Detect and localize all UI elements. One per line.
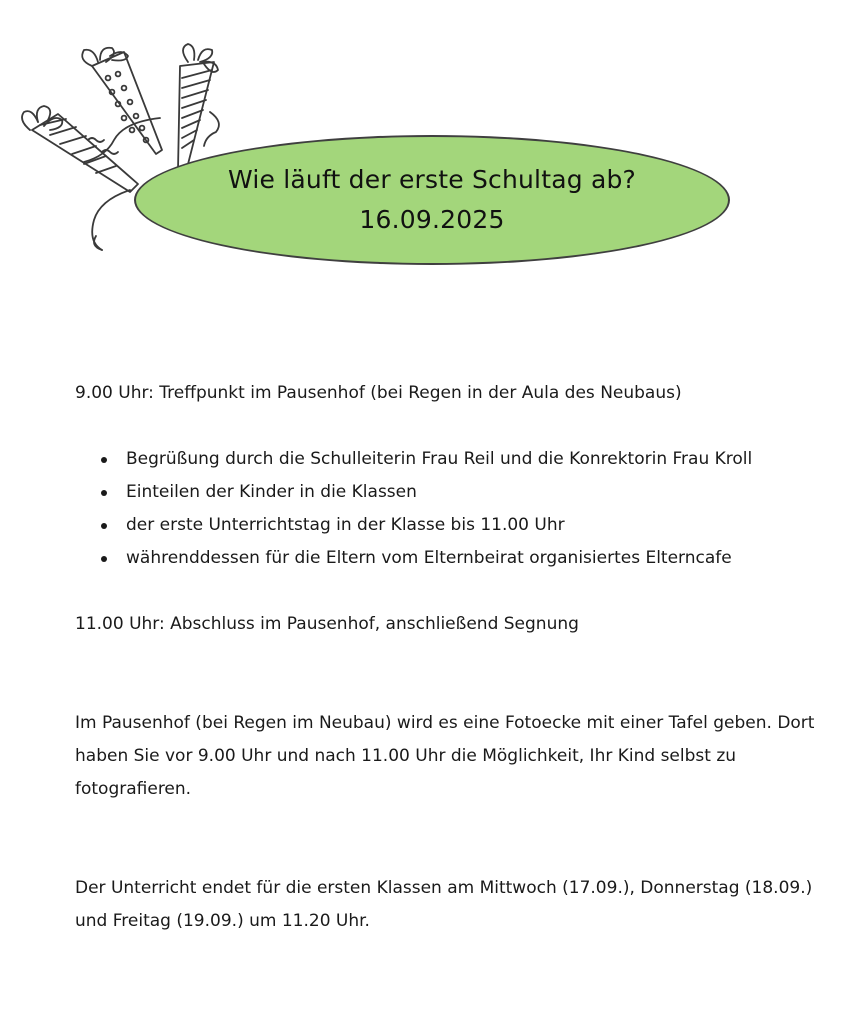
schedule-text: Der Unterricht endet für die ersten Klassen am Mittwoch (17.09.), Donnerstag (18.09.) und Freitag (19.09.) um 11.20 Uhr. — [75, 878, 813, 931]
event-date: 16.09.2025 — [359, 205, 505, 234]
bullet-icon — [101, 523, 107, 529]
program-item-text: Einteilen der Kinder in die Klassen — [126, 482, 417, 502]
list-item — [75, 542, 815, 575]
program-item-text: währenddessen für die Eltern vom Elternbeirat organisiertes Elterncafe — [126, 548, 732, 568]
school-cone-right-icon — [178, 44, 219, 172]
bullet-icon — [101, 457, 107, 463]
page-title: Wie läuft der erste Schultag ab? — [228, 165, 636, 194]
closing-text: 11.00 Uhr: Abschluss im Pausenhof, anschließend Segnung — [75, 614, 579, 634]
program-item-text: Begrüßung durch die Schulleiterin Frau Reil und die Konrektorin Frau Kroll — [126, 449, 753, 469]
meeting-point-text: 9.00 Uhr: Treffpunkt im Pausenhof (bei Regen in der Aula des Neubaus) — [75, 383, 682, 403]
bullet-icon — [101, 490, 107, 496]
school-cone-left-icon — [22, 106, 138, 250]
program-list — [75, 443, 815, 575]
list-item — [75, 509, 815, 542]
list-item — [75, 443, 815, 476]
bullet-icon — [101, 556, 107, 562]
photo-corner-text: Im Pausenhof (bei Regen im Neubau) wird es eine Fotoecke mit einer Tafel geben. Dort haben Sie vor 9.00 Uhr und nach 11.00 Uhr die Möglichkeit, Ihr Kind selbst zu fotografieren. — [75, 713, 815, 799]
list-item — [75, 476, 815, 509]
title-banner — [134, 135, 730, 265]
program-item-text: der erste Unterrichtstag in der Klasse bis 11.00 Uhr — [126, 515, 565, 535]
document-body — [75, 377, 815, 938]
